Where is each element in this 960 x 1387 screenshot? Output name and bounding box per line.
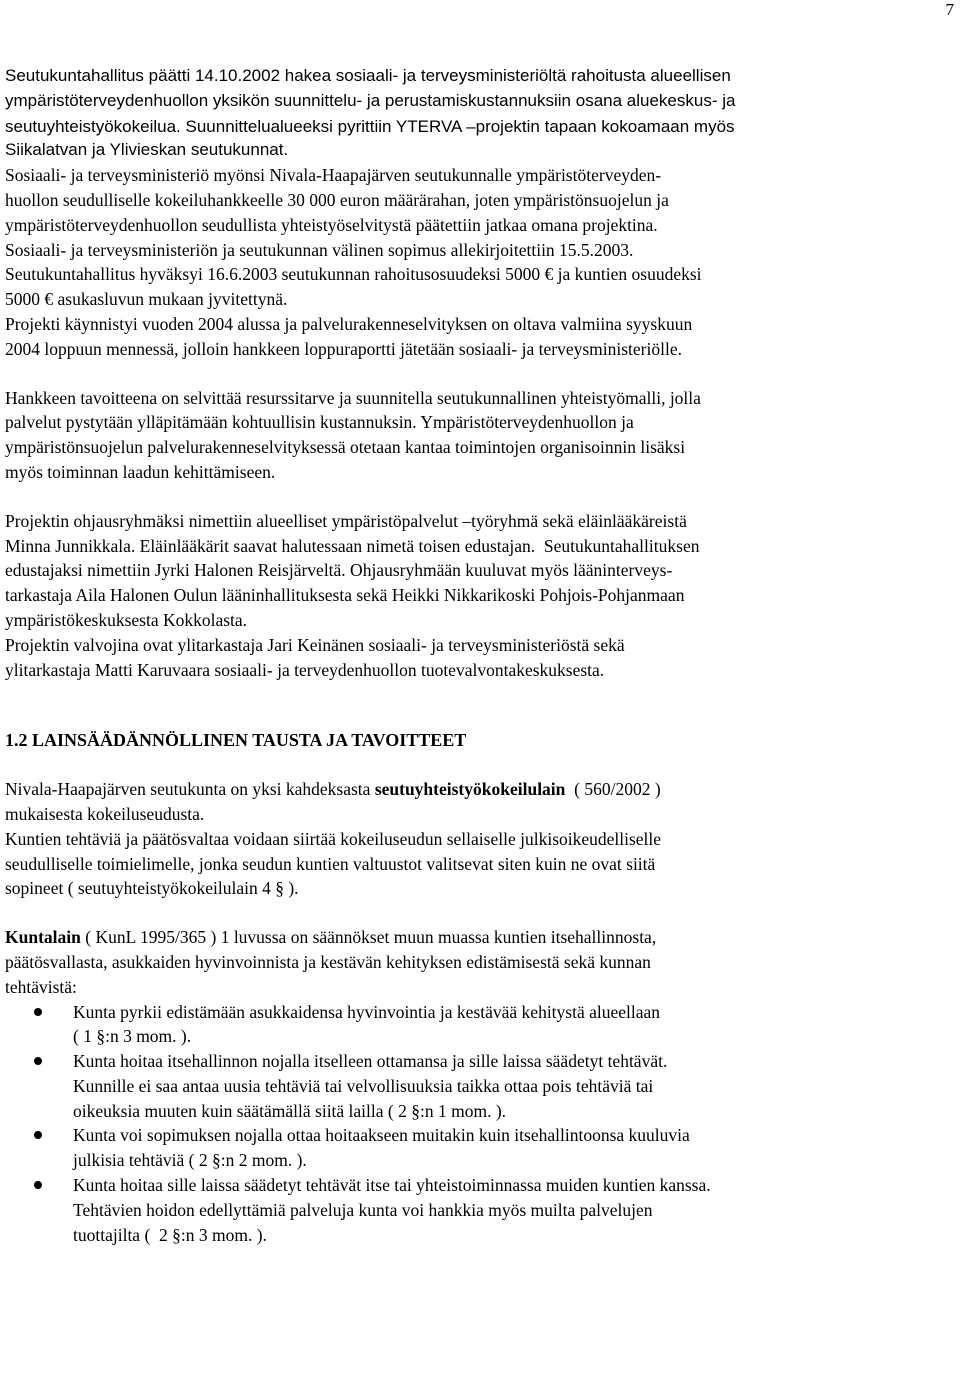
text-line: Kuntien tehtäviä ja päätösvaltaa voidaan siirtää kokeiluseudun sellaiselle julkisoikeudelliselle: [5, 828, 662, 849]
bullet-icon: [34, 1181, 42, 1189]
text-line: Projekti käynnistyi vuoden 2004 alussa ja palvelurakenneselvityksen on oltava valmiina syyskuun: [5, 313, 693, 334]
text-span: Nivala-Haapajärven seutukunta on yksi kahdeksasta: [5, 779, 375, 800]
text-line: Projektin ohjausryhmäksi nimettiin alueelliset ympäristöpalvelut –työryhmä sekä eläinlääkäreistä: [5, 510, 687, 531]
law-name-bold: seutuyhteistyökokeilulain: [374, 779, 566, 800]
list-item: [5, 1000, 951, 1050]
paragraph-municipal-act: [5, 925, 951, 999]
text-line: Tehtävien hoidon edellyttämiä palveluja kunta voi hankkia myös muilta palvelujen: [73, 1199, 653, 1220]
text-line: julkisia tehtäviä ( 2 §:n 2 mom. ).: [73, 1150, 307, 1171]
text-line: päätösvallasta, asukkaiden hyvinvoinnista ja kestävän kehityksen edistämisestä sekä kunnan: [5, 951, 651, 972]
paragraph-project-goal: [5, 386, 951, 485]
text-line: huollon seudulliselle kokeiluhankkeelle 30 000 euron määrärahan, joten ympäristönsuojelun ja: [5, 189, 669, 210]
text-line: 5000 € asukasluvun mukaan jyvitettynä.: [5, 289, 288, 310]
text-line: Seutukuntahallitus hyväksyi 16.6.2003 seutukunnan rahoitusosuudeksi 5000 € ja kuntien osuudeksi: [5, 264, 702, 285]
text-line: myös toiminnan laadun kehittämiseen.: [5, 461, 276, 482]
list-item: [5, 1049, 951, 1123]
text-line: tarkastaja Aila Halonen Oulun lääninhallituksesta sekä Heikki Nikkarikoski Pohjois-Pohjanmaan: [5, 585, 685, 606]
text-line: [5, 925, 951, 950]
text-line: Kunnille ei saa antaa uusia tehtäviä tai velvollisuuksia taikka ottaa pois tehtäviä tai: [73, 1075, 654, 1096]
text-line: ympäristöterveydenhuollon seudullista yhteistyöselvitystä päätettiin jatkaa omana projektina.: [5, 214, 658, 235]
section-gap: [5, 682, 951, 728]
text-line: seudulliselle toimielimelle, jonka seudun kuntien valtuustot valitsevat siten kuin ne ovat siitä: [5, 853, 656, 874]
text-line: ympäristökeskuksesta Kokkolasta.: [5, 609, 248, 630]
page-number: 7: [945, 0, 954, 19]
text-line: Siikalatvan ja Ylivieskan seutukunnat.: [5, 140, 289, 160]
law-name-bold: Kuntalain: [5, 927, 81, 948]
list-item: [5, 1173, 951, 1247]
paragraph-gap: [5, 901, 951, 925]
bullet-icon: [34, 1008, 42, 1016]
text-line: Hankkeen tavoitteena on selvittää resurssitarve ja suunnitella seutukunnallinen yhteistyömalli, jolla: [5, 387, 701, 408]
text-line: 2004 loppuun mennessä, jolloin hankkeen loppuraportti jätetään sosiaali- ja terveysministeriölle.: [5, 338, 682, 359]
text-line: ( 1 §:n 3 mom. ).: [73, 1026, 192, 1047]
text-line: mukaisesta kokeiluseudusta.: [5, 803, 205, 824]
paragraph-trial-law: [5, 777, 951, 901]
text-line: Seutukuntahallitus päätti 14.10.2002 hakea sosiaali- ja terveysministeriöltä rahoitusta alueellisen: [5, 66, 731, 85]
text-line: palvelut pystytään ylläpitämään kohtuullisin kustannuksin. Ympäristöterveydenhuollon ja: [5, 412, 634, 433]
section-heading: 1.2 LAINSÄÄDÄNNÖLLINEN TAUSTA JA TAVOITTEET: [5, 730, 467, 751]
paragraph-gap: [5, 485, 951, 509]
text-span: ( 560/2002 ): [565, 779, 661, 800]
text-span: seutuyhteistyökokeilua.: [5, 116, 186, 136]
text-span: Suunnittelualueeksi pyrittiin YTERVA –projektin tapaan kokoamaan myös: [185, 116, 735, 136]
paragraph-steering-group: [5, 509, 951, 683]
paragraph-gap: [5, 753, 951, 777]
text-line: Kunta hoitaa sille laissa säädetyt tehtävät itse tai yhteistoiminnassa muiden kuntien kanssa.: [73, 1175, 711, 1196]
text-line: ympäristöterveydenhuollon yksikön suunnittelu- ja perustamiskustannuksiin osana aluekeskus- ja: [5, 90, 736, 110]
text-line: Sosiaali- ja terveysministeriö myönsi Nivala-Haapajärven seutukunnalle ympäristöterveyden-: [5, 165, 662, 186]
paragraph-gap: [5, 362, 951, 386]
text-line: [5, 777, 951, 802]
text-line: Kunta hoitaa itsehallinnon nojalla itselleen ottamansa ja sille laissa säädetyt tehtävät.: [73, 1051, 668, 1072]
text-line: ympäristönsuojelun palvelurakenneselvityksessä otetaan kantaa toimintojen organisoinnin lisäksi: [5, 437, 686, 458]
bullet-icon: [34, 1131, 42, 1139]
text-line: Projektin valvojina ovat ylitarkastaja Jari Keinänen sosiaali- ja terveysministeriöstä sekä: [5, 634, 625, 655]
text-line: [5, 114, 951, 139]
text-line: oikeuksia muuten kuin säätämällä siitä lailla ( 2 §:n 1 mom. ).: [73, 1100, 507, 1121]
text-line: Kunta pyrkii edistämään asukkaidensa hyvinvointia ja kestävää kehitystä alueellaan: [73, 1001, 661, 1022]
paragraph-funding-application: [5, 64, 951, 163]
document-body: [5, 64, 951, 1247]
bullet-icon: [34, 1057, 42, 1065]
text-span: ( KunL 1995/365 ) 1 luvussa on säännökset muun muassa kuntien itsehallinnosta,: [80, 927, 657, 948]
paragraph-ministry-funding: [5, 163, 951, 361]
text-line: tuottajilta ( 2 §:n 3 mom. ).: [73, 1224, 267, 1245]
text-line: ylitarkastaja Matti Karuvaara sosiaali- ja terveydenhuollon tuotevalvontakeskuksesta.: [5, 659, 605, 680]
list-item: [5, 1123, 951, 1173]
bullet-list: [5, 1000, 951, 1248]
text-line: Minna Junnikkala. Eläinlääkärit saavat halutessaan nimetä toisen edustajan. Seutukuntahallituksen: [5, 535, 700, 556]
text-line: tehtävistä:: [5, 976, 77, 997]
text-line: edustajaksi nimettiin Jyrki Halonen Reisjärveltä. Ohjausryhmään kuuluvat myös lääninterveys-: [5, 560, 673, 581]
text-line: Kunta voi sopimuksen nojalla ottaa hoitaakseen muitakin kuin itsehallintoonsa kuuluvia: [73, 1125, 690, 1146]
text-line: sopineet ( seutuyhteistyökokeilulain 4 § ).: [5, 878, 299, 899]
text-line: Sosiaali- ja terveysministeriön ja seutukunnan välinen sopimus allekirjoitettiin 15.5.2003.: [5, 239, 634, 260]
